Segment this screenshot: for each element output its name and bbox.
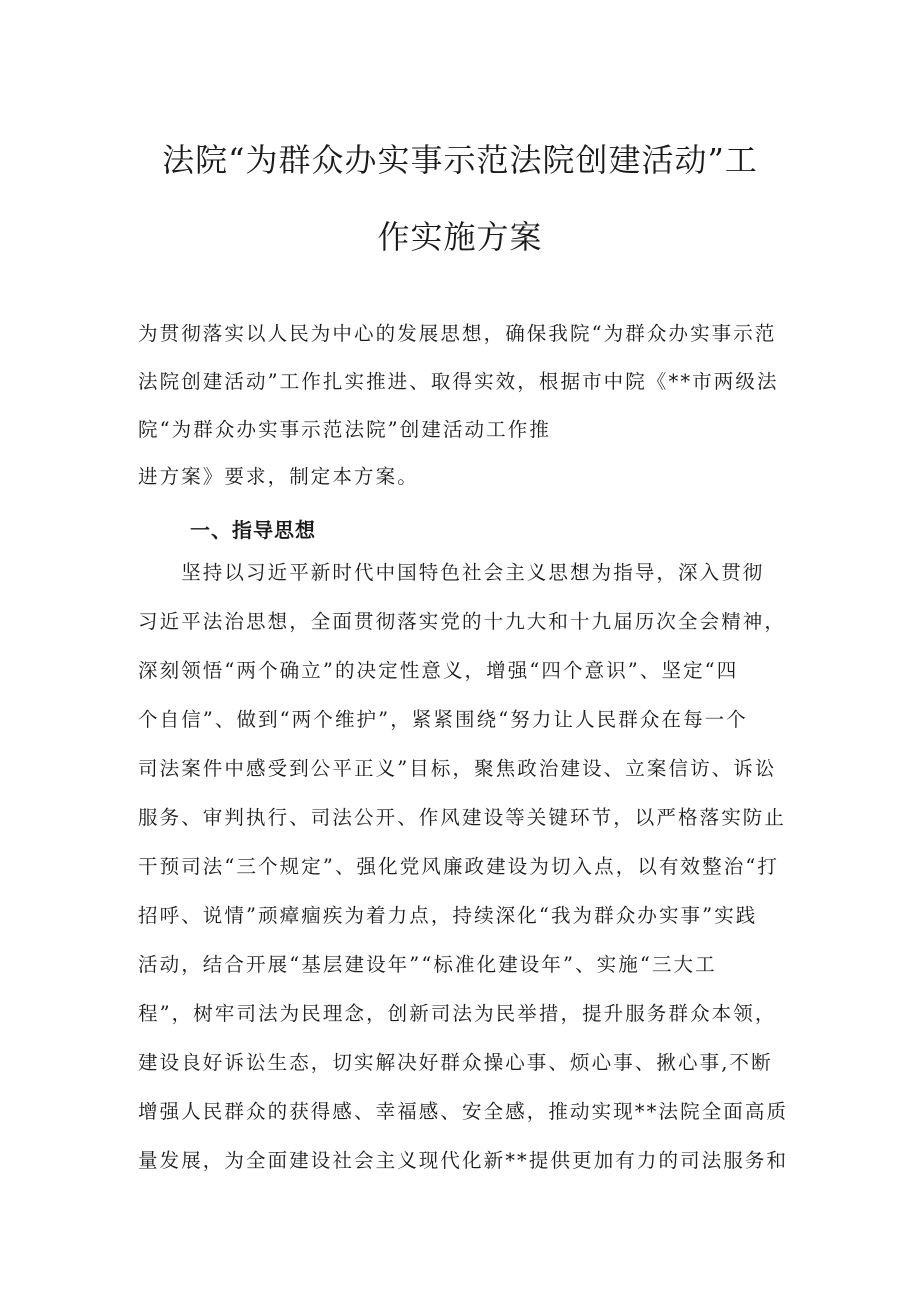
intro-line: 进方案》要求，制定本方案。 [138,465,419,488]
intro-line: 为贯彻落实以人民为中心的发展思想，确保我院“为群众办实事示范 [138,322,777,345]
paragraph-line: 建设良好诉讼生态，切实解决好群众操心事、烦心事、揪心事,不断 [138,1051,773,1074]
paragraph-line: 服务、审判执行、司法公开、作风建设等关键环节，以严格落实防止 [138,806,787,829]
paragraph-line: 程”，树牢司法为民理念，创新司法为民举措，提升服务群众本领， [138,1002,777,1025]
paragraph-line: 个自信”、做到“两个维护”，紧紧围绕“努力让人民群众在每一个 [138,708,748,731]
paragraph-line: 招呼、说情”顽瘴痼疾为着力点，持续深化“我为群众办实事”实践 [138,904,758,927]
document-title-line-2: 作实施方案 [377,218,543,256]
paragraph-line: 习近平法治思想，全面贯彻落实党的十九大和十九届历次全会精神， [138,610,787,633]
paragraph-line: 深刻领悟“两个确立”的决定性意义，增强“四个意识”、坚定“四 [138,659,739,682]
paragraph-line: 增强人民群众的获得感、幸福感、安全感，推动实现**法院全面高质 [138,1100,789,1123]
intro-line: 法院创建活动”工作扎实推进、取得实效，根据市中院《**市两级法 [138,370,779,393]
paragraph-line: 坚持以习近平新时代中国特色社会主义思想为指导，深入贯彻 [138,561,765,584]
paragraph-line: 司法案件中感受到公平正义”目标，聚焦政治建设、立案信访、诉讼 [138,757,777,780]
paragraph-line: 干预司法“三个规定”、强化党风廉政建设为切入点，以有效整治“打 [138,855,780,878]
section-heading: 一、指导思想 [190,518,316,542]
intro-line: 院“为群众办实事示范法院”创建活动工作推 [138,418,551,441]
document-title-line-1: 法院“为群众办实事示范法院创建活动”工 [162,141,758,179]
paragraph-line: 活动，结合开展“基层建设年”“标准化建设年”、实施“三大工 [138,953,717,976]
paragraph-line: 量发展，为全面建设社会主义现代化新**提供更加有力的司法服务和 [138,1149,789,1172]
